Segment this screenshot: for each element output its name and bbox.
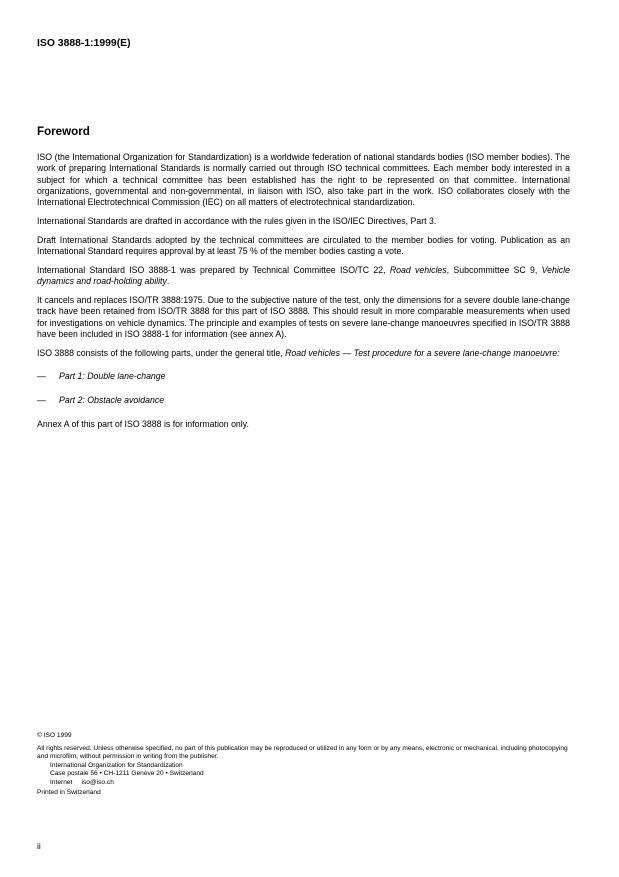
document-id-header: ISO 3888-1:1999(E) [37, 38, 131, 49]
paragraph-voting: Draft International Standards adopted by the technical committees are circulated to the member bodies for voting. Publication as an International Standard requires approval by at least 75 % of the member bodies casting a vote. [37, 234, 570, 257]
printed-in: Printed in Switzerland [37, 788, 101, 796]
paragraph-replaces: It cancels and replaces ISO/TR 3888:1975. Due to the subjective nature of the test, only the dimensions for a severe double lane-change track have been retained from ISO/TR 3888 for this part of ISO 3888. This should result in more comparable measurements when used for investigations on vehicle dynamics. The principle and examples of tests on severe lane-change manoeuvres specified in ISO/TR 3888 have been included in ISO 3888-1 for information (see annex A). [37, 295, 570, 340]
dash-bullet: — [37, 371, 46, 382]
part-list-item [37, 371, 570, 382]
sentence-end: . [166, 276, 170, 287]
committee-title: Road vehicles [389, 264, 447, 275]
foreword-body [37, 152, 570, 430]
copyright-footer [37, 732, 570, 797]
prepared-by-text: International Standard ISO 3888-1 was prepared by Technical Committee ISO/TC 22, [37, 264, 386, 275]
copyright-line: © ISO 1999 [37, 732, 72, 739]
paragraph-drafting-rules: International Standards are drafted in accordance with the rules given in the ISO/IEC Directives, Part 3. [37, 216, 437, 227]
part-list-item [37, 395, 570, 406]
rights-statement: All rights reserved. Unless otherwise specified, no part of this publication may be reproduced or utilized in any form or by any means, electronic or mechanical, including photocopying and microfilm, without permission in writing from the publisher. [37, 744, 568, 761]
foreword-heading: Foreword [37, 125, 90, 138]
paragraph-iso-intro: ISO (the International Organization for Standardization) is a worldwide federation of national standards bodies (ISO member bodies). The work of preparing International Standards is normally carried out through ISO technical committees. Each member body interested in a subject for which a technical committee has been established has the right to be represented on that committee. International organizations, governmental and non-governmental, in liaison with ISO, also take part in the work. ISO collaborates closely with the International Electrotechnical Commission (IEC) on all matters of electrotechnical standardization. [37, 152, 570, 208]
parts-intro-text: ISO 3888 consists of the following parts, under the general title, [37, 347, 283, 358]
subcommittee-title: Vehicle dynamics and road-holding ability [37, 264, 570, 287]
dash-bullet: — [37, 394, 46, 405]
subcommittee-text: , Subcommittee SC 9, [446, 264, 538, 275]
page-number: ii [37, 841, 41, 851]
paragraph-annex-note: Annex A of this part of ISO 3888 is for information only. [37, 418, 249, 429]
general-title: Road vehicles — Test procedure for a severe lane-change manoeuvre: [285, 347, 560, 358]
paragraph-prepared-by [37, 265, 570, 288]
org-address: Case postale 56 • CH-1211 Genève 20 • Switzerland [50, 770, 204, 778]
part-label: Part 2: Obstacle avoidance [59, 394, 165, 405]
org-internet: Internet iso@iso.ch [50, 778, 114, 786]
org-name: International Organization for Standardization [50, 761, 183, 769]
paragraph-parts-intro [37, 348, 570, 359]
part-label: Part 1: Double lane-change [59, 371, 166, 382]
